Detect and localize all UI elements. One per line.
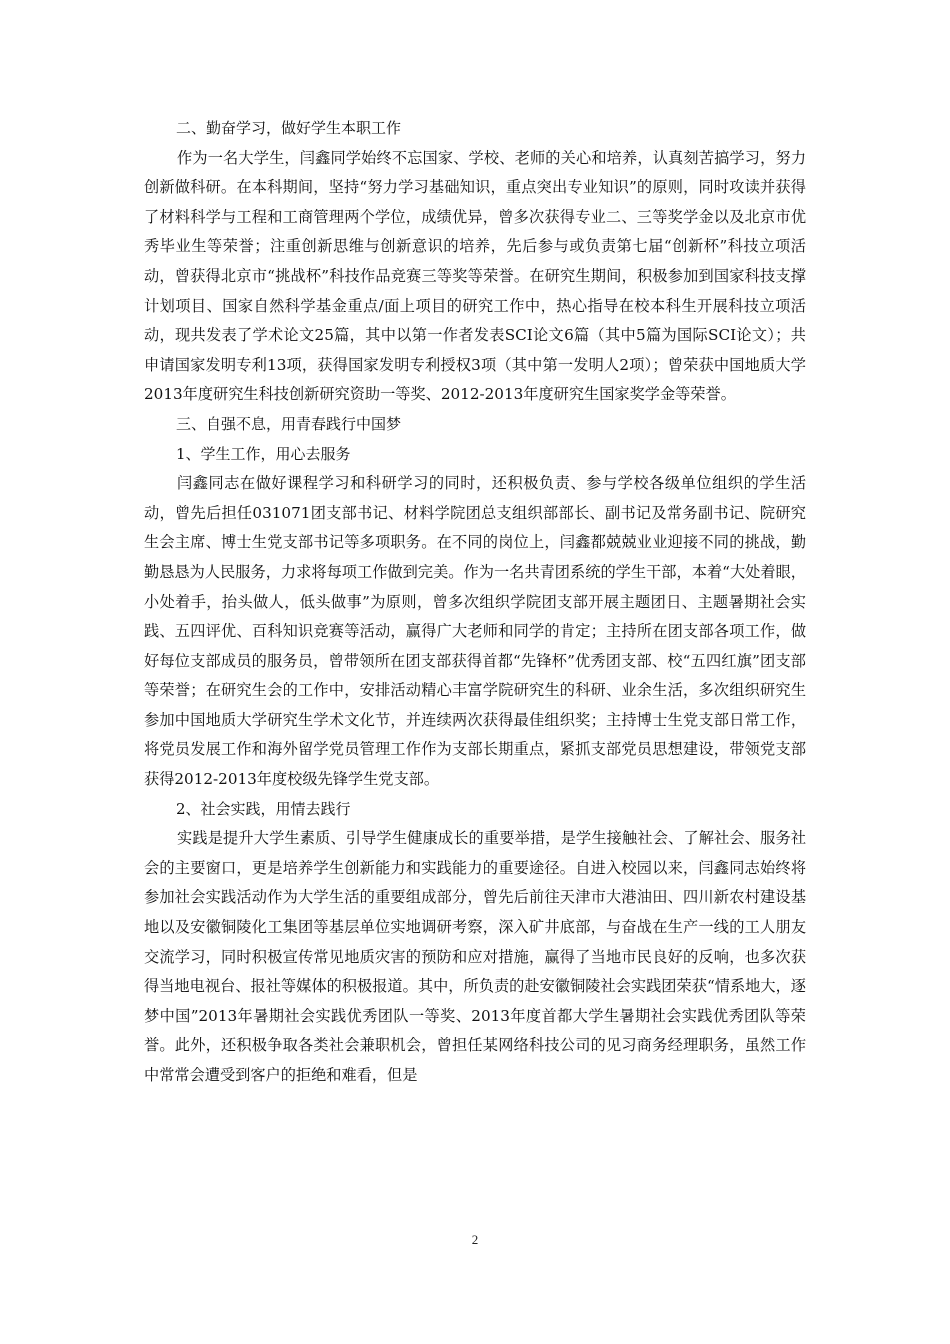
paragraph-social-practice: 实践是提升大学生素质、引导学生健康成长的重要举措，是学生接触社会、了解社会、服务社会的主要窗口，更是培养学生创新能力和实践能力的重要途径。自进入校园以来，闫鑫同志始终将参加社会实践活动作为大学生活的重要组成部分，曾先后前往天津市大港油田、四川新农村建设基地以及安徽铜陵化工集团等基层单位实地调研考察，深入矿井底部，与奋战在生产一线的工人朋友交流学习，同时积极宣传常见地质灾害的预防和应对措施，赢得了当地市民良好的反响，也多次获得当地电视台、报社等媒体的积极报道。其中，所负责的赴安徽铜陵社会实践团荣获“情系地大，逐梦中国”2013年暑期社会实践优秀团队一等奖、2013年度首都大学生暑期社会实践优秀团队等荣誉。此外，还积极争取各类社会兼职机会，曾担任某网络科技公司的见习商务经理职务，虽然工作中常常会遭受到客户的拒绝和难看，但是	[144, 829, 806, 1084]
section-heading-self-improvement: 三、自强不息，用青春践行中国梦	[176, 414, 402, 433]
page-body	[144, 114, 806, 1091]
subsection-heading-student-work: 1、学生工作，用心去服务	[176, 444, 351, 463]
paragraph-study: 作为一名大学生，闫鑫同学始终不忘国家、学校、老师的关心和培养，认真刻苦搞学习，努力创新做科研。在本科期间，坚持“努力学习基础知识，重点突出专业知识”的原则，同时攻读并获得了材料科学与工程和工商管理两个学位，成绩优异，曾多次获得专业二、三等奖学金以及北京市优秀毕业生等荣誉；注重创新思维与创新意识的培养，先后参与或负责第七届“创新杯”科技立项活动，曾获得北京市“挑战杯”科技作品竞赛三等奖等荣誉。在研究生期间，积极参加到国家科技支撑计划项目、国家自然科学基金重点/面上项目的研究工作中，热心指导在校本科生开展科技立项活动，现共发表了学术论文25篇，其中以第一作者发表SCI论文6篇（其中5篇为国际SCI论文）；共申请国家发明专利13项，获得国家发明专利授权3项（其中第一发明人2项）；曾荣获中国地质大学2013年度研究生科技创新研究资助一等奖、2012-2013年度研究生国家奖学金等荣誉。	[144, 148, 806, 404]
subsection-heading-social-practice: 2、社会实践，用情去践行	[176, 799, 351, 818]
paragraph-student-work: 闫鑫同志在做好课程学习和科研学习的同时，还积极负责、参与学校各级单位组织的学生活动，曾先后担任031071团支部书记、材料学院团总支组织部部长、副书记及常务副书记、院研究生会主席、博士生党支部书记等多项职务。在不同的岗位上，闫鑫都兢兢业业迎接不同的挑战，勤勤恳恳为人民服务，力求将每项工作做到完美。作为一名共青团系统的学生干部，本着“大处着眼，小处着手，抬头做人，低头做事”为原则，曾多次组织学院团支部开展主题团日、主题暑期社会实践、五四评优、百科知识竞赛等活动，赢得广大老师和同学的肯定；主持所在团支部各项工作，做好每位支部成员的服务员，曾带领所在团支部获得首都“先锋杯”优秀团支部、校“五四红旗”团支部等荣誉；在研究生会的工作中，安排活动精心丰富学院研究生的科研、业余生活，多次组织研究生参加中国地质大学研究生学术文化节，并连续两次获得最佳组织奖；主持博士生党支部日常工作，将党员发展工作和海外留学党员管理工作作为支部长期重点，紧抓支部党员思想建设，带领党支部获得2012-2013年度校级先锋学生党支部。	[144, 474, 806, 789]
page-number: 2	[471, 1232, 479, 1247]
section-heading-study: 二、勤奋学习，做好学生本职工作	[176, 119, 402, 137]
